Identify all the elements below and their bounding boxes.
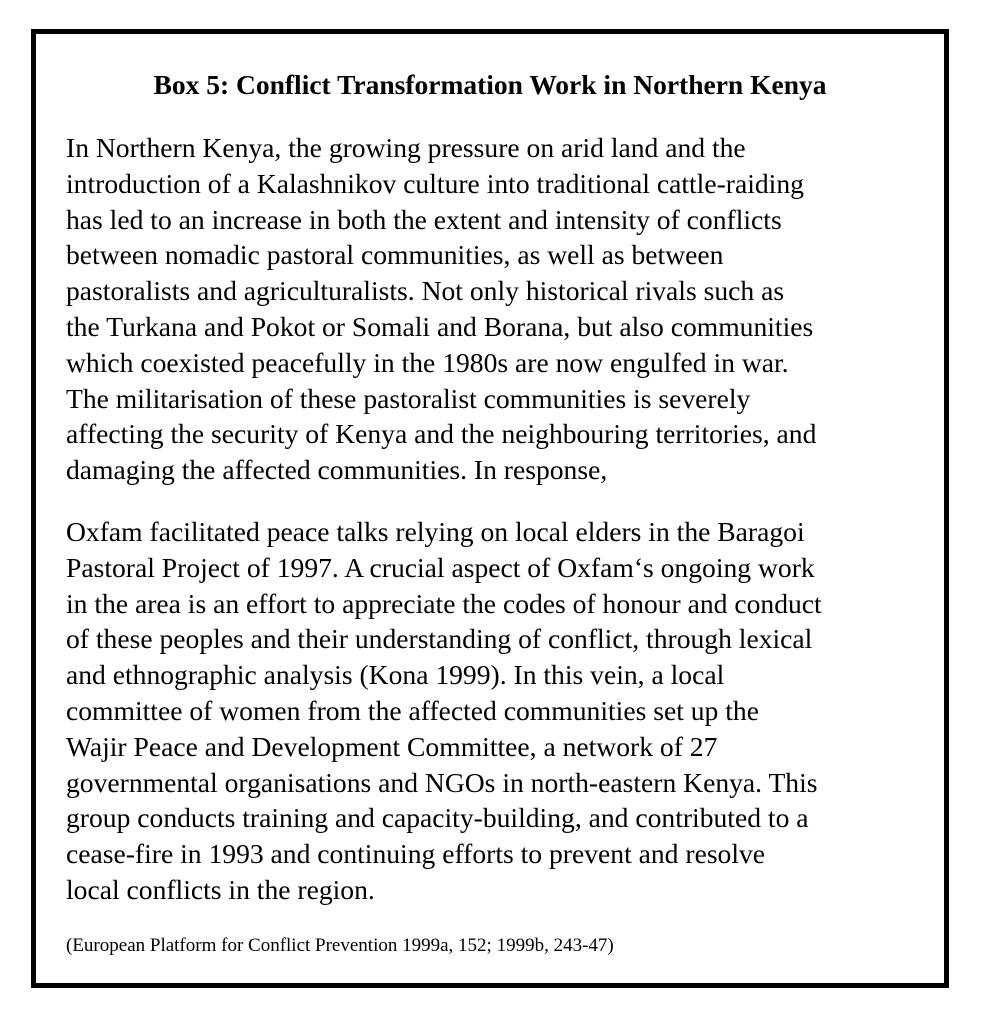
text-line: affecting the security of Kenya and the neighbouring territories, and (66, 418, 817, 450)
text-line: pastoralists and agriculturalists. Not only historical rivals such as (66, 275, 785, 307)
text-line: Pastoral Project of 1997. A crucial aspect of Oxfam‘s ongoing work (66, 551, 815, 583)
text-line: cease-fire in 1993 and continuing efforts to prevent and resolve (66, 838, 766, 870)
text-line: The militarisation of these pastoralist communities is severely (66, 382, 751, 414)
text-line: governmental organisations and NGOs in north-eastern Kenya. This (66, 766, 818, 798)
text-line: which coexisted peacefully in the 1980s are now engulfed in war. (66, 346, 789, 378)
text-line: in the area is an effort to appreciate the codes of honour and conduct (66, 587, 822, 619)
text-line: of these peoples and their understanding of conflict, through lexical (66, 623, 813, 655)
text-line: group conducts training and capacity-building, and contributed to a (66, 802, 809, 834)
text-line: the Turkana and Pokot or Somali and Borana, but also communities (66, 310, 814, 342)
text-line: and ethnographic analysis (Kona 1999). In this vein, a local (66, 659, 725, 691)
box-title: Box 5: Conflict Transformation Work in Northern Kenya (153, 69, 827, 100)
text-line: local conflicts in the region. (66, 873, 375, 905)
source-citation: (European Platform for Conflict Prevention 1999a, 152; 1999b, 243-47) (66, 935, 614, 956)
text-line: damaging the affected communities. In response, (66, 454, 608, 486)
text-box (31, 29, 949, 988)
paragraph-1 (66, 130, 926, 488)
text-line: Oxfam facilitated peace talks relying on local elders in the Baragoi (66, 516, 805, 547)
paragraph-2 (66, 514, 926, 908)
text-line: In Northern Kenya, the growing pressure on arid land and the (66, 132, 746, 163)
text-line: introduction of a Kalashnikov culture into traditional cattle-raiding (66, 167, 804, 199)
text-line: has led to an increase in both the extent and intensity of conflicts (66, 203, 782, 235)
text-line: committee of women from the affected communities set up the (66, 694, 759, 726)
text-line: between nomadic pastoral communities, as well as between (66, 239, 724, 271)
text-line: Wajir Peace and Development Committee, a network of 27 (66, 730, 718, 762)
